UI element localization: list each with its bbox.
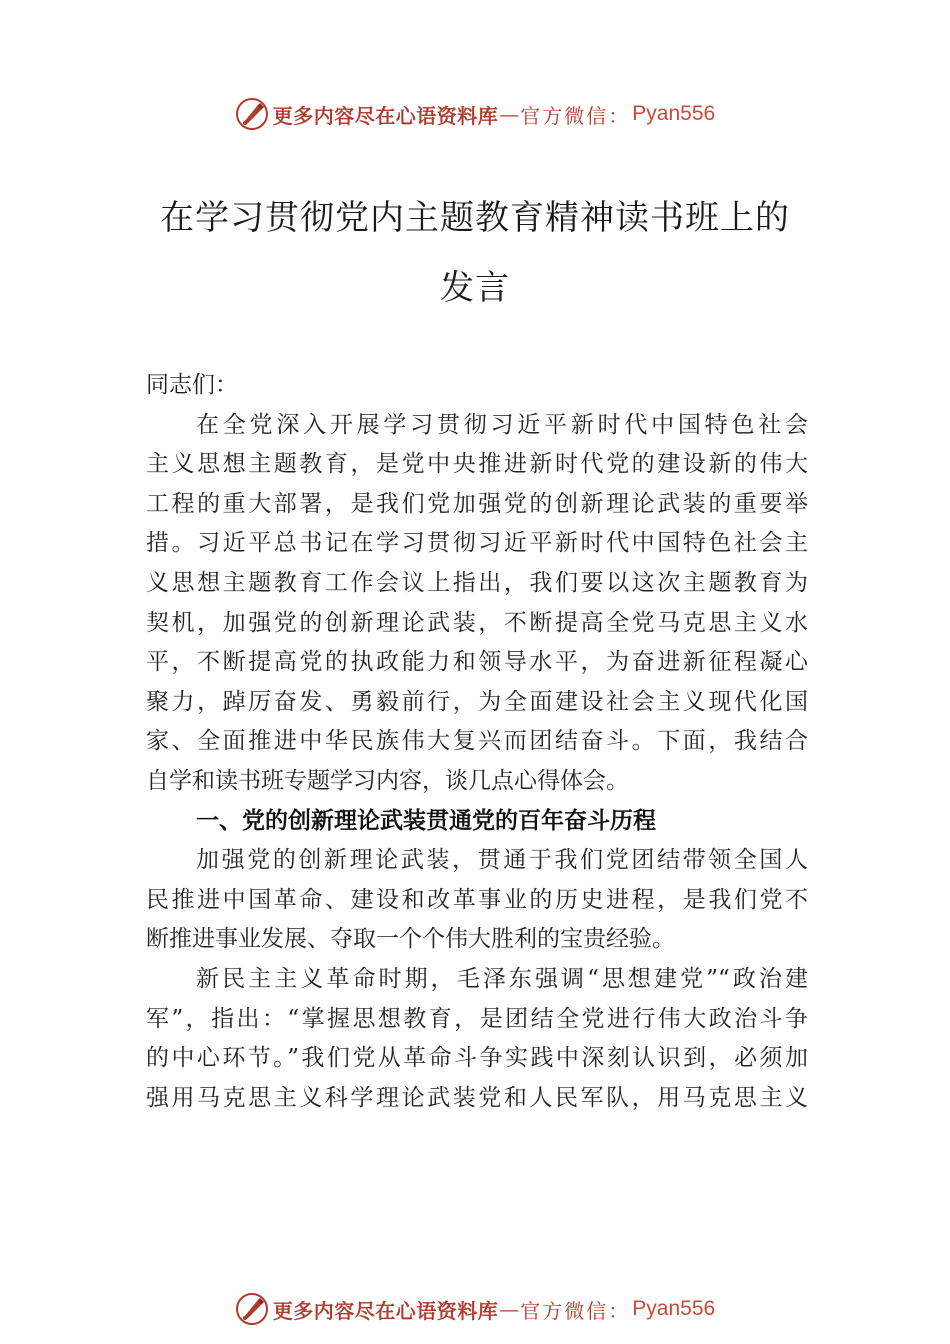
paragraph-line: 的中心环节。”我们党从革命斗争实践中深刻认识到，必须加: [146, 1045, 808, 1072]
paragraph-line: 民推进中国革命、建设和改革事业的历史进程，是我们党不: [146, 886, 808, 913]
paragraph-line: 新民主主义革命时期，毛泽东强调“思想建党”“政治建: [196, 965, 808, 992]
document-title-line-2: 发言: [440, 268, 510, 308]
document-body: [146, 366, 808, 1118]
paragraph-line: 加强党的创新理论武装，贯通于我们党团结带领全国人: [196, 847, 808, 874]
paragraph-line: 聚力，踔厉奋发、勇毅前行，为全面建设社会主义现代化国: [146, 688, 808, 715]
paragraph-line: 措。习近平总书记在学习贯彻习近平新时代中国特色社会主: [146, 530, 808, 557]
salutation: 同志们：: [146, 372, 238, 398]
fountain-pen-logo-icon: [235, 1292, 269, 1326]
section-heading: 一、党的创新理论武装贯通党的百年奋斗历程: [196, 807, 656, 834]
paragraph-line: 工程的重大部署，是我们党加强党的创新理论武装的重要举: [146, 490, 808, 517]
banner-brand-text: 更多内容尽在心语资料库: [272, 1298, 499, 1323]
paragraph-line: 契机，加强党的创新理论武装，不断提高全党马克思主义水: [146, 609, 808, 636]
banner-wechat-label: 官方微信：: [520, 103, 631, 128]
paragraph-line: 主义思想主题教育，是党中央推进新时代党的建设新的伟大: [146, 451, 808, 478]
banner-wechat-id: Pyan556: [632, 102, 716, 125]
paragraph-line: 家、全面推进中华民族伟大复兴而团结奋斗。下面，我结合: [146, 728, 808, 755]
footer-watermark-banner: [0, 1287, 950, 1331]
header-watermark-banner: [0, 92, 950, 136]
paragraph-line: 平，不断提高党的执政能力和领导水平，为奋进新征程凝心: [146, 649, 808, 676]
paragraph-line: 在全党深入开展学习贯彻习近平新时代中国特色社会: [196, 411, 808, 438]
fountain-pen-logo-icon: [235, 97, 269, 131]
paragraph-line: 强用马克思主义科学理论武装党和人民军队，用马克思主义: [146, 1084, 808, 1111]
banner-dash: —: [499, 1297, 520, 1321]
banner-dash: —: [499, 102, 520, 126]
paragraph-line: 军”，指出：“掌握思想教育，是团结全党进行伟大政治斗争: [146, 1005, 808, 1032]
banner-wechat-label: 官方微信：: [520, 1298, 631, 1323]
banner-brand-text: 更多内容尽在心语资料库: [272, 103, 499, 128]
paragraph-line: 断推进事业发展、夺取一个个伟大胜利的宝贵经验。: [146, 926, 675, 953]
banner-wechat-id: Pyan556: [632, 1297, 716, 1320]
paragraph-line: 义思想主题教育工作会议上指出，我们要以这次主题教育为: [146, 569, 808, 596]
document-title-line-1: 在学习贯彻党内主题教育精神读书班上的: [160, 198, 790, 238]
paragraph-line: 自学和读书班专题学习内容，谈几点心得体会。: [146, 767, 629, 794]
